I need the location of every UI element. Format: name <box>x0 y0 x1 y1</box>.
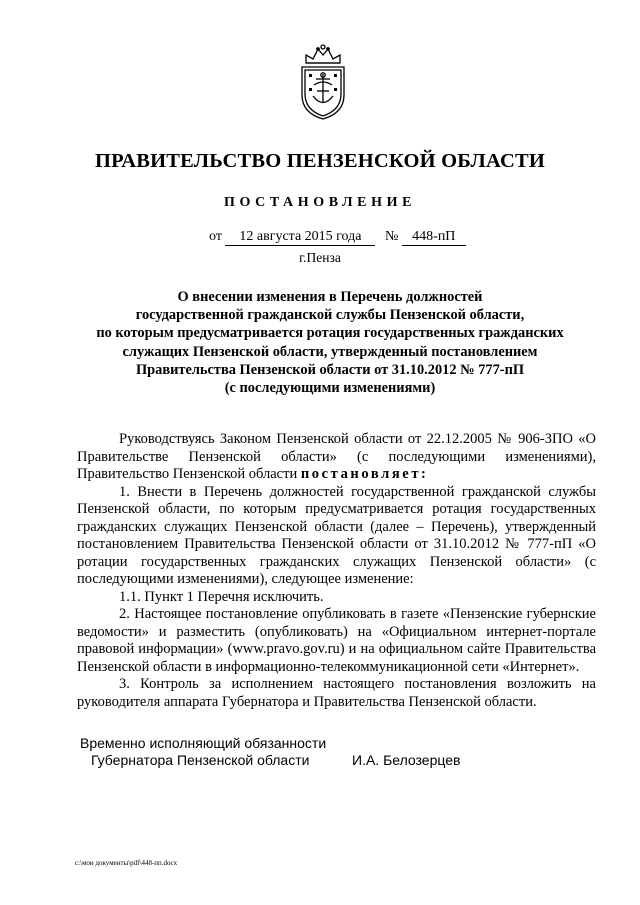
government-title: ПРАВИТЕЛЬСТВО ПЕНЗЕНСКОЙ ОБЛАСТИ <box>95 150 545 172</box>
subject-line: Правительства Пензенской области от 31.10.2012 № 777-пП <box>135 361 525 378</box>
number-prefix: № <box>384 229 399 244</box>
signatory-position-line2: Губернатора Пензенской области <box>91 752 310 768</box>
coat-of-arms-emblem <box>294 43 352 121</box>
resolves-keyword: постановляет: <box>300 466 429 482</box>
signatory-name: И.А. Белозерцев <box>352 752 461 768</box>
city-label: г.Пенза <box>299 250 341 265</box>
decree-body <box>77 431 596 711</box>
signatory-position-line1: Временно исполняющий обязанности <box>80 735 327 751</box>
subject-line: государственной гражданской службы Пензенской области, <box>135 307 525 324</box>
clause-3-paragraph: 3. Контроль за исполнением настоящего постановления возложить на руководителя аппарата Губернатора и Правительства Пензенской области. <box>77 676 596 710</box>
file-path-footer: c:\мои документы\pdf\448-пп.docx <box>75 859 178 867</box>
clause-2-paragraph: 2. Настоящее постановление опубликовать в газете «Пензенские губернские ведомости» и разместить (опубликовать) на «Официальном интернет-портале правовой информации» (www.pravo.gov.ru) и на официальном сайте Правительства Пензенской области в информационно-телекоммуникационной сети «Интернет». <box>77 606 596 675</box>
subject-line: О внесении изменения в Перечень должностей <box>177 289 483 305</box>
decree-subject <box>60 288 600 397</box>
subject-line: (с последующими изменениями) <box>224 380 436 397</box>
document-type: ПОСТАНОВЛЕНИЕ <box>223 195 417 210</box>
date-number-line <box>209 229 466 246</box>
clause-1-1-paragraph: 1.1. Пункт 1 Перечня исключить. <box>119 588 324 605</box>
subject-line: служащих Пензенской области, утвержденный постановлением <box>122 343 538 360</box>
preamble-paragraph <box>77 431 596 484</box>
decree-date: 12 августа 2015 года <box>225 229 375 246</box>
clause-1-paragraph: 1. Внести в Перечень должностей государственной гражданской службы Пензенской области, по которым предусматривается ротация государственных гражданских служащих Пензенской области (далее – Перечень), утвержденный постановлением Правительства Пензенской области от 31.10.2012 № 777-пП «О ротации государственных гражданских служащих Пензенской области» (с последующими изменениями), следующее изменение: <box>77 483 596 587</box>
preamble-text: Руководствуясь Законом Пензенской области от 22.12.2005 № 906-ЗПО «О Правительстве Пензенской области» (с последующими изменениями), Правительство Пензенской области <box>77 431 596 482</box>
date-prefix: от <box>209 229 222 244</box>
subject-line: по которым предусматривается ротация государственных гражданских <box>96 325 564 342</box>
decree-number: 448-пП <box>402 229 466 246</box>
